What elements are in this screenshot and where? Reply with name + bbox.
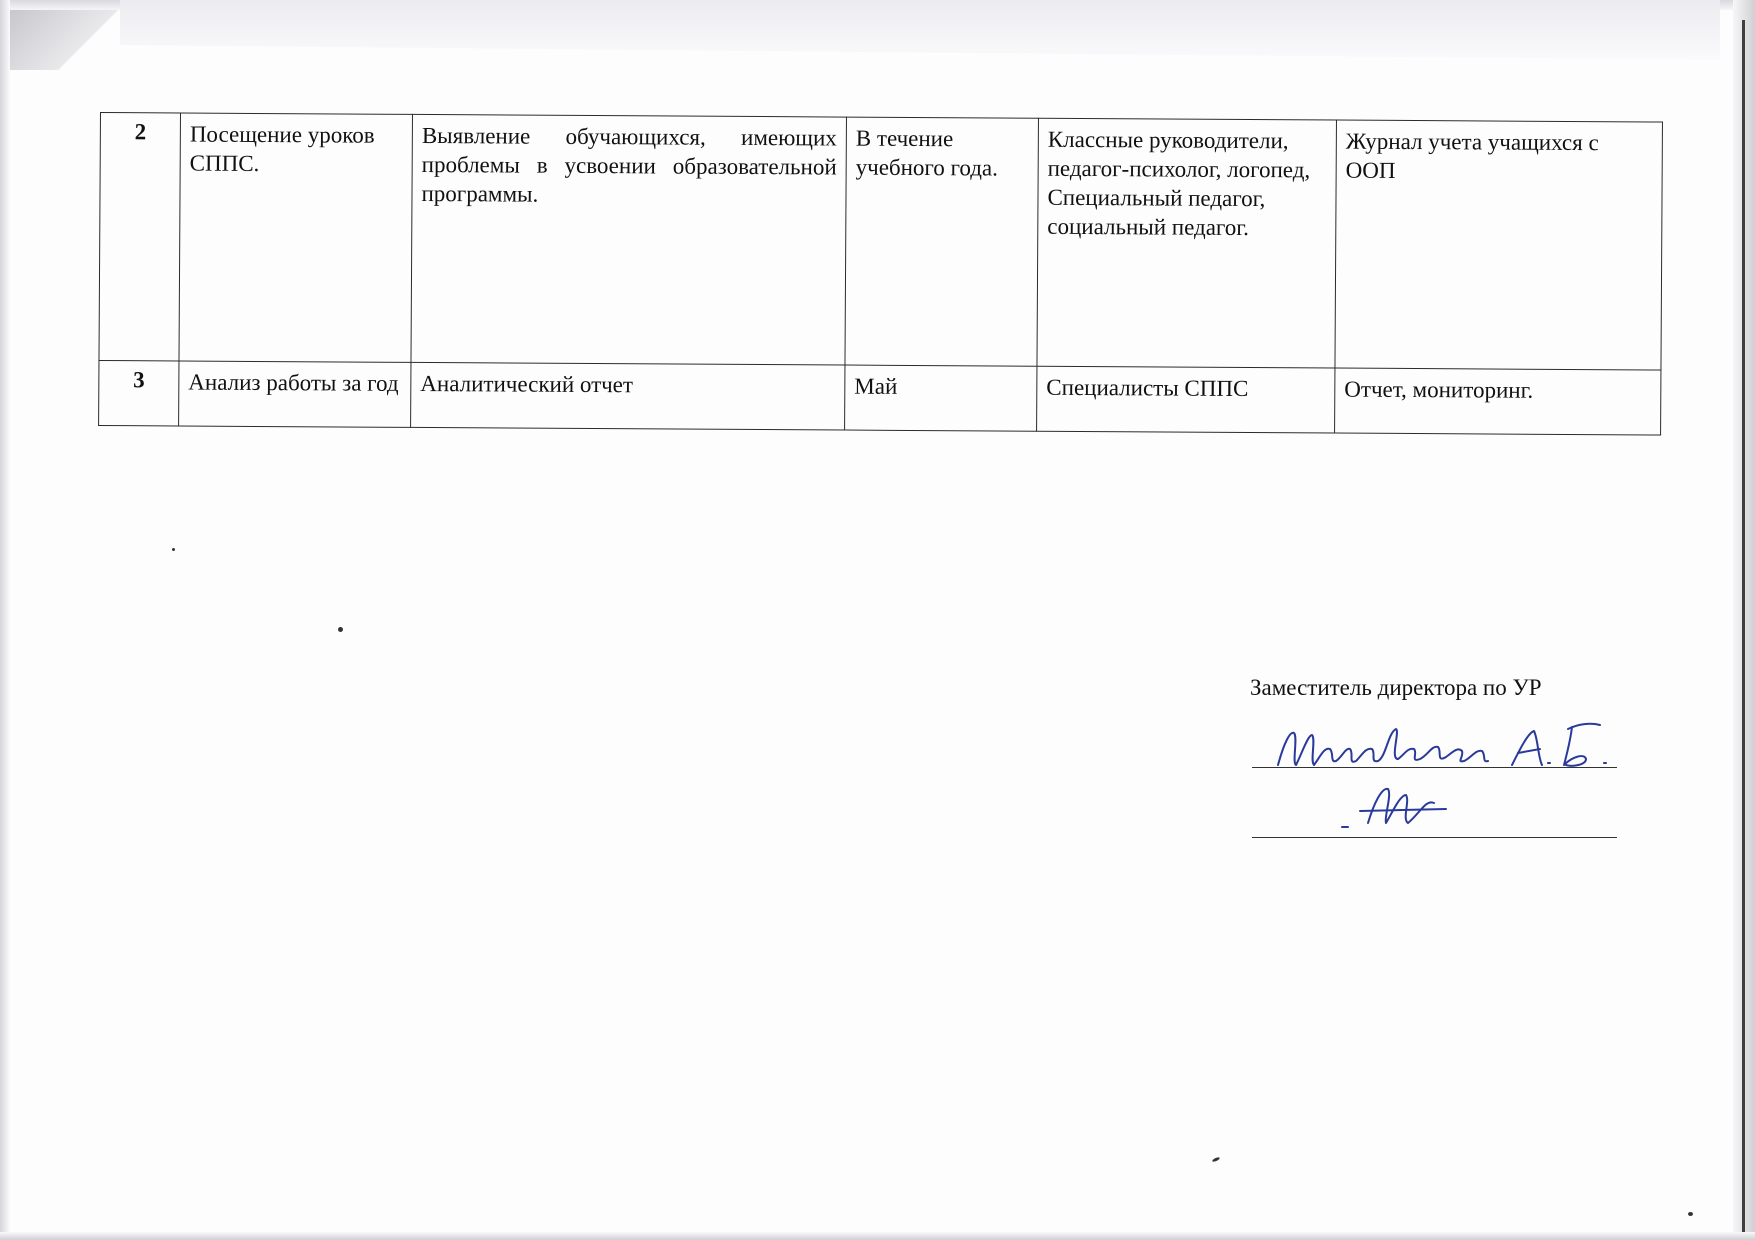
ink-speck	[338, 627, 343, 632]
signature-underline	[1252, 837, 1617, 838]
row-number: 3	[99, 360, 179, 425]
signer-position: Заместитель директора по УР	[1250, 675, 1542, 700]
row-number: 2	[99, 113, 181, 361]
scan-edge-bottom	[0, 1232, 1755, 1240]
ink-speck	[172, 548, 175, 551]
scan-shadow-top	[120, 0, 1720, 60]
ink-speck	[1212, 1156, 1221, 1162]
responsible-cell: Специалисты СППС	[1037, 366, 1335, 433]
goal-cell: Выявление обучающихся, имеющих проблемы в усвоении образовательной программы.	[411, 114, 847, 365]
event-cell: Анализ работы за год	[179, 361, 411, 427]
signature-underline	[1252, 767, 1617, 768]
event-cell: Посещение уроков СППС.	[179, 113, 413, 362]
table-row	[99, 360, 1661, 435]
result-cell: Отчет, мониторинг.	[1335, 368, 1661, 435]
term-cell: Май	[845, 365, 1037, 431]
goal-cell: Аналитический отчет	[411, 362, 845, 430]
table-row	[99, 113, 1662, 371]
scan-edge-left	[0, 0, 10, 1240]
handwritten-signature	[1250, 713, 1620, 853]
work-plan-table	[98, 112, 1663, 436]
responsible-cell: Классные руководители, педагог-психолог, логопед, Специальный педагог, социальный педагог.	[1037, 118, 1337, 368]
signature-block	[1250, 675, 1620, 701]
ink-speck	[1688, 1212, 1693, 1216]
term-cell: В течение учебного года.	[845, 117, 1039, 366]
folded-corner	[10, 10, 145, 70]
result-cell: Журнал учета учащихся с ООП	[1335, 120, 1663, 370]
scan-edge-right-line	[1742, 20, 1745, 1240]
